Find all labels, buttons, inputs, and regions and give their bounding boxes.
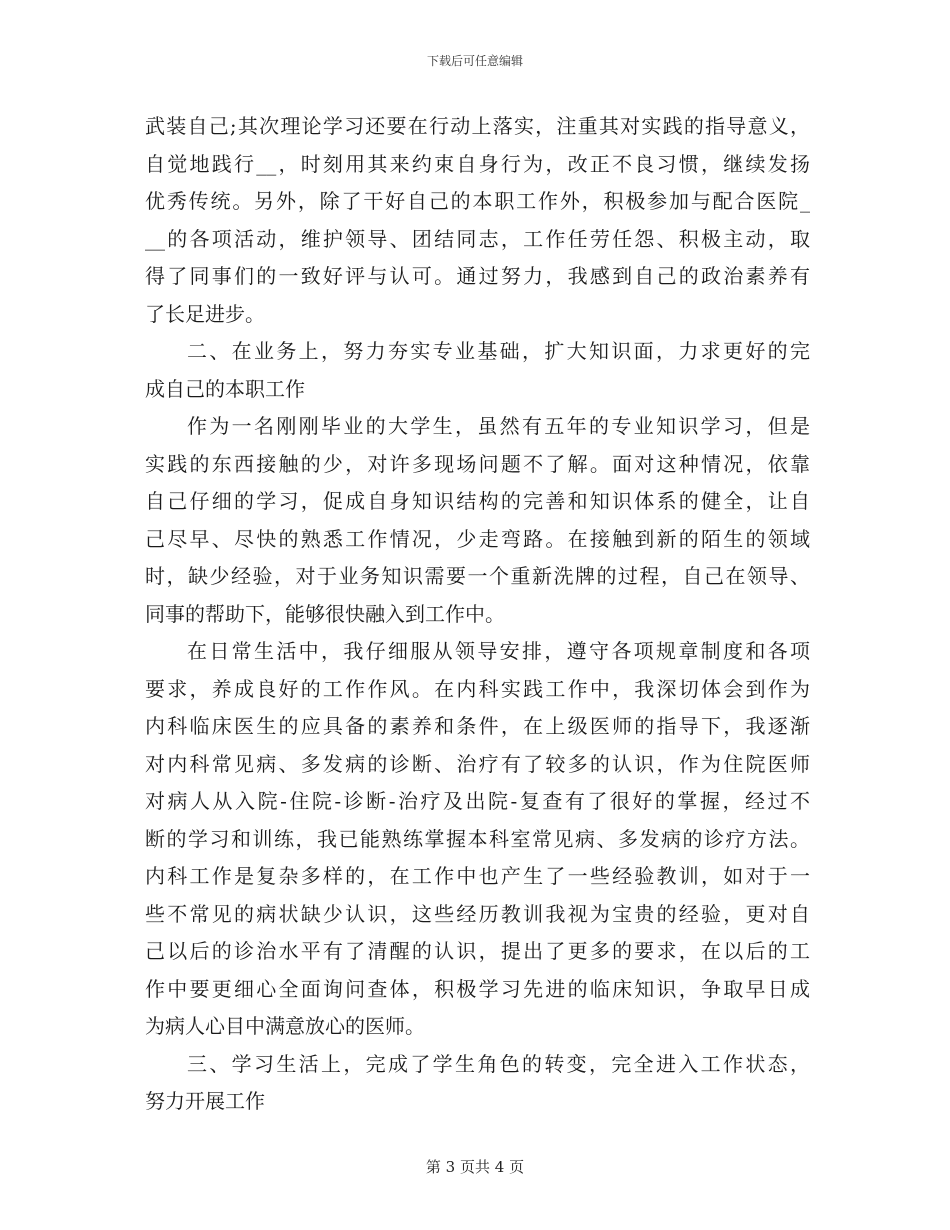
text-line: 对内科常见病、多发病的诊断、治疗有了较多的认识，作为住院医师 bbox=[145, 751, 810, 776]
page-header: 下载后可任意编辑 bbox=[426, 54, 523, 68]
text-line: 自觉地践行__，时刻用其来约束自身行为，改正不良习惯，继续发扬 bbox=[145, 151, 810, 176]
text-line: 断的学习和训练，我已能熟练掌握本科室常见病、多发病的诊疗方法。 bbox=[145, 826, 810, 851]
text-line: 武装自己;其次理论学习还要在行动上落实，注重其对实践的指导意义， bbox=[145, 114, 810, 138]
text-line: 时，缺少经验，对于业务知识需要一个重新洗牌的过程，自己在领导、 bbox=[145, 564, 810, 588]
text-line: 了长足进步。 bbox=[145, 301, 265, 326]
text-line: 自己仔细的学习，促成自身知识结构的完善和知识体系的健全，让自 bbox=[145, 489, 810, 513]
text-line: 要求，养成良好的工作作风。在内科实践工作中，我深切体会到作为 bbox=[145, 676, 810, 701]
text-line: 同事的帮助下，能够很快融入到工作中。 bbox=[145, 601, 505, 626]
text-line: 在日常生活中，我仔细服从领导安排，遵守各项规章制度和各项 bbox=[187, 639, 810, 663]
section-heading: 三、学习生活上，完成了学生角色的转变，完全进入工作状态， bbox=[187, 1051, 810, 1076]
text-line: 内科临床医生的应具备的素养和条件，在上级医师的指导下，我逐渐 bbox=[145, 714, 810, 738]
text-line: __的各项活动，维护领导、团结同志，工作任劳任怨、积极主动，取 bbox=[145, 226, 810, 251]
document-body bbox=[145, 108, 810, 1121]
section-heading: 成自己的本职工作 bbox=[145, 376, 305, 401]
text-line: 作中要更细心全面询问查体，积极学习先进的临床知识，争取早日成 bbox=[145, 976, 810, 1001]
text-line: 优秀传统。另外，除了干好自己的本职工作外，积极参加与配合医院_ bbox=[145, 189, 810, 213]
text-line: 内科工作是复杂多样的，在工作中也产生了一些经验教训，如对于一 bbox=[145, 864, 810, 888]
text-line: 己尽早、尽快的熟悉工作情况，少走弯路。在接触到新的陌生的领域 bbox=[145, 526, 810, 551]
text-line: 得了同事们的一致好评与认可。通过努力，我感到自己的政治素养有 bbox=[145, 264, 810, 288]
text-line: 对病人从入院-住院-诊断-治疗及出院-复查有了很好的掌握，经过不 bbox=[145, 789, 810, 813]
section-heading: 二、在业务上，努力夯实专业基础，扩大知识面，力求更好的完 bbox=[187, 339, 810, 363]
page-footer: 第 3 页共 4 页 bbox=[425, 1158, 525, 1176]
text-line: 作为一名刚刚毕业的大学生，虽然有五年的专业知识学习，但是 bbox=[187, 414, 810, 438]
text-line: 己以后的诊治水平有了清醒的认识，提出了更多的要求，在以后的工 bbox=[145, 939, 810, 963]
text-line: 实践的东西接触的少，对许多现场问题不了解。面对这种情况，依靠 bbox=[145, 451, 810, 476]
text-line: 为病人心目中满意放心的医师。 bbox=[145, 1014, 425, 1038]
section-heading: 努力开展工作 bbox=[145, 1089, 265, 1113]
text-line: 些不常见的病状缺少认识，这些经历教训我视为宝贵的经验，更对自 bbox=[145, 901, 810, 926]
